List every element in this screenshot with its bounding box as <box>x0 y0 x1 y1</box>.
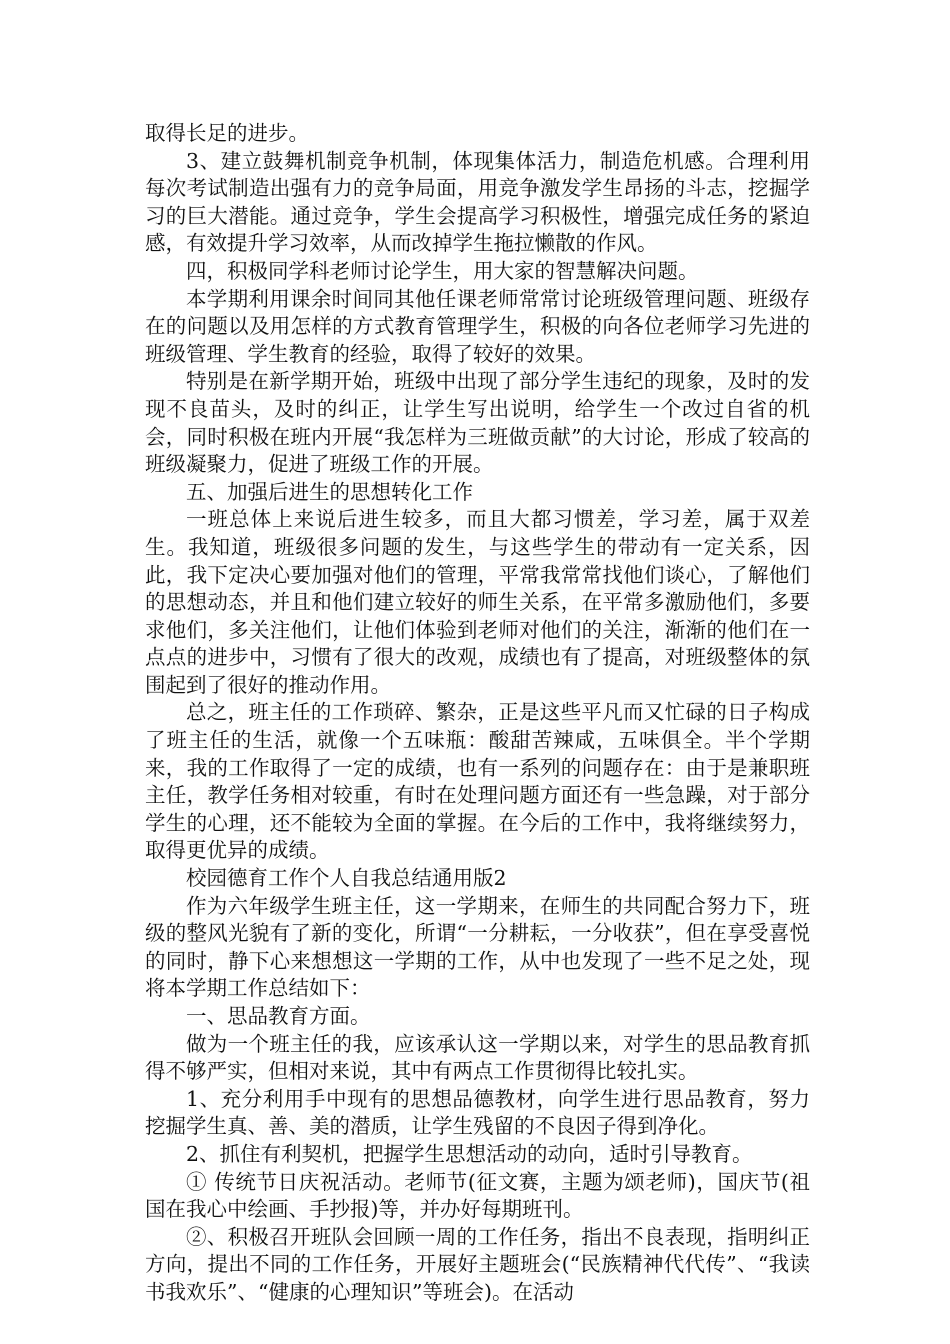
section-heading: 一、思品教育方面。 <box>186 1004 371 1028</box>
paragraph: 一班总体上来说后进生较多，而且大都习惯差，学习差，属于双差生。我知道，班级很多问题的发生，与这些学生的带动有一定关系，因此，我下定决心要加强对他们的管理，平常我常常找他们谈心，了解他们的思想动态，并且和他们建立较好的师生关系，在平常多激励他们，多要求他们，多关注他们，让他们体验到老师对他们的关注，渐渐的他们在一点点的进步中，习惯有了很大的改观，成绩也有了提高，对班级整体的氛围起到了很好的推动作用。 <box>145 507 810 697</box>
paragraph: 总之，班主任的工作琐碎、繁杂，正是这些平凡而又忙碌的日子构成了班主任的生活，就像一个五味瓶：酸甜苦辣咸，五味俱全。半个学期来，我的工作取得了一定的成绩，也有一系列的问题存在：由于是兼职班主任，教学任务相对较重，有时在处理问题方面还有一些急躁，对于部分学生的心理，还不能较为全面的掌握。在今后的工作中，我将继续努力，取得更优异的成绩。 <box>145 700 810 863</box>
paragraph: 3、建立鼓舞机制竞争机制，体现集体活力，制造危机感。合理利用每次考试制造出强有力的竞争局面，用竞争激发学生昂扬的斗志，挖掘学习的巨大潜能。通过竞争，学生会提高学习积极性，增强完成任务的紧迫感，有效提升学习效率，从而改掉学生拖拉懒散的作风。 <box>145 148 810 256</box>
document-body <box>145 120 810 1307</box>
paragraph: 作为六年级学生班主任，这一学期来，在师生的共同配合努力下，班级的整风光貌有了新的变化，所谓“一分耕耘，一分收获”，但在享受喜悦的同时，静下心来想想这一学期的工作，从中也发现了一些不足之处，现将本学期工作总结如下： <box>145 893 810 1001</box>
paragraph: 特别是在新学期开始，班级中出现了部分学生违纪的现象，及时的发现不良苗头，及时的纠正，让学生写出说明，给学生一个改过自省的机会，同时积极在班内开展“我怎样为三班做贡献”的大讨论，形成了较高的班级凝聚力，促进了班级工作的开展。 <box>145 369 810 477</box>
paragraph: 取得长足的进步。 <box>145 121 309 145</box>
paragraph: ②、积极召开班队会回顾一周的工作任务，指出不良表现，指明纠正方向，提出不同的工作任务，开展好主题班会(“民族精神代代传”、“我读书我欢乐”、“健康的心理知识”等班会)。在活动 <box>145 1224 810 1304</box>
paragraph: 本学期利用课余时间同其他任课老师常常讨论班级管理问题、班级存在的问题以及用怎样的方式教育管理学生，积极的向各位老师学习先进的班级管理、学生教育的经验，取得了较好的效果。 <box>145 286 810 366</box>
section-heading: 五、加强后进生的思想转化工作 <box>186 479 473 504</box>
paragraph: 做为一个班主任的我，应该承认这一学期以来，对学生的思品教育抓得不够严实，但相对来说，其中有两点工作贯彻得比较扎实。 <box>145 1031 810 1084</box>
paragraph: ① 传统节日庆祝活动。老师节(征文赛，主题为颂老师)，国庆节(祖国在我心中绘画、手抄报)等，并办好每期班刊。 <box>145 1169 810 1222</box>
paragraph: 1、充分利用手中现有的思想品德教材，向学生进行思品教育，努力挖掘学生真、善、美的潜质，让学生残留的不良因子得到净化。 <box>145 1086 810 1139</box>
article-title: 校园德育工作个人自我总结通用版2 <box>186 866 507 891</box>
section-heading: 四，积极同学科老师讨论学生，用大家的智慧解决问题。 <box>186 258 699 283</box>
paragraph: 2、抓住有利契机，把握学生思想活动的动向，适时引导教育。 <box>186 1141 753 1166</box>
